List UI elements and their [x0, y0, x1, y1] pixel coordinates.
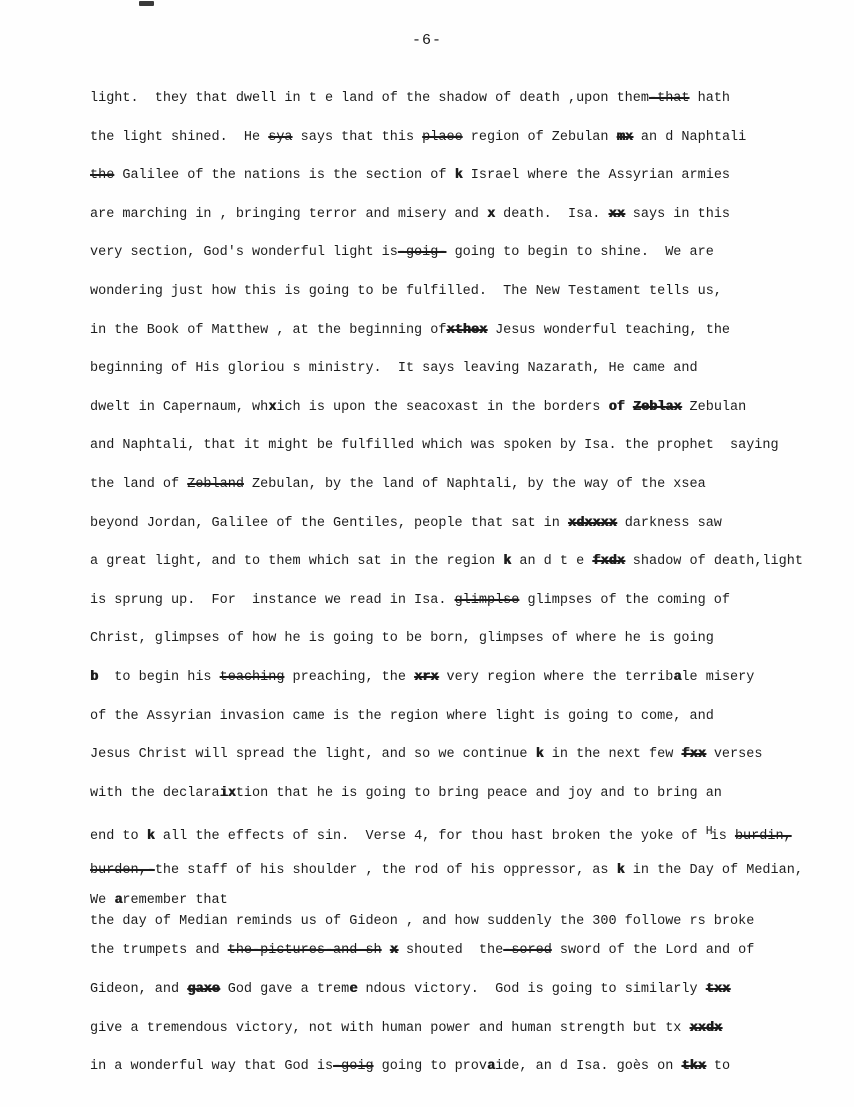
text-line: [90, 659, 830, 698]
text-segment: Gideon, and: [90, 982, 188, 998]
struck-text: fxx: [681, 747, 706, 763]
struck-text: -goig-: [397, 245, 447, 261]
text-line: [90, 312, 830, 351]
text-segment: Zebulan, by the land of Naphtali, by the way of the xsea: [243, 476, 706, 492]
text-segment: to begin his: [98, 669, 220, 685]
struck-text: mx: [616, 129, 633, 145]
text-segment: wondering just how this is going to be fulfilled. The New Testament tells us,: [90, 283, 722, 299]
struck-text: -sored: [503, 943, 552, 959]
text-segment: tion that he is going to bring peace and joy and to bring an: [235, 785, 722, 801]
page-number: -6-: [411, 32, 442, 49]
text-segment: very region where the terrib: [438, 669, 674, 685]
text-segment: a: [673, 669, 682, 685]
struck-text: Zeblax: [632, 399, 682, 415]
text-segment: beginning of His gloriou s ministry. It says leaving Nazarath, He came and: [90, 361, 698, 377]
text-segment: k: [503, 554, 512, 570]
text-segment: and Naphtali, that it might be fulfilled which was spoken by Isa. the prophet saying: [90, 438, 779, 454]
struck-text: plaee: [422, 129, 463, 145]
text-segment: shadow of death,light: [624, 554, 803, 570]
struck-text: the-pictures-and sh: [227, 943, 382, 959]
text-line: [90, 911, 830, 932]
text-segment: [382, 943, 390, 958]
text-segment: the staff of his shoulder , the rod of his oppressor, as: [154, 862, 617, 878]
text-segment: e: [349, 982, 358, 998]
text-segment: to: [705, 1059, 731, 1075]
text-segment: x: [486, 206, 496, 222]
text-segment: ide, an d Isa. goès on: [495, 1059, 682, 1075]
struck-text: tkx: [681, 1059, 706, 1075]
text-segment: of: [608, 399, 625, 415]
struck-text: txx: [705, 982, 731, 998]
text-segment: darkness saw: [616, 515, 722, 531]
struck-text: -that: [649, 91, 690, 106]
struck-text: Zebland: [187, 476, 244, 492]
text-segment: says that this: [292, 129, 423, 145]
text-segment: region of Zebulan: [462, 129, 617, 145]
struck-text: sya: [268, 129, 293, 145]
struck-text: burdin,: [734, 829, 792, 845]
text-line: [90, 505, 830, 544]
text-line: [90, 157, 830, 196]
text-segment: end to: [90, 829, 147, 845]
text-segment: God gave a trem: [219, 982, 350, 998]
text-segment: sword of the Lord and of: [551, 943, 755, 959]
text-segment: a: [486, 1059, 496, 1075]
text-segment: going to begin to shine. We are: [446, 245, 714, 261]
text-line: [90, 1010, 830, 1049]
text-segment: Jesus Christ will spread the light, and so we continue: [90, 747, 536, 763]
text-segment: Galilee of the nations is the section of: [114, 168, 455, 184]
text-line: [90, 427, 830, 466]
text-line: [90, 698, 830, 737]
text-line: [90, 775, 830, 814]
struck-text: fxdx: [592, 554, 625, 570]
text-segment: the day of Median reminds us of Gideon , and how suddenly the 300 followe rs broke: [90, 914, 755, 930]
text-segment: verses: [705, 747, 763, 763]
text-segment: We: [90, 893, 115, 909]
text-segment: hath: [689, 91, 731, 106]
struck-text: xdxxxx: [567, 515, 617, 531]
text-segment: of the Assyrian invasion came is the region where light is going to come, and: [90, 708, 714, 724]
text-line: [90, 196, 830, 235]
text-line: [90, 273, 830, 312]
struck-text: gaxe: [187, 982, 220, 998]
text-segment: in the Day of Median,: [624, 862, 803, 878]
text-segment: Jesus wonderful teaching, the: [486, 322, 731, 338]
text-segment: is sprung up. For instance we read in Isa.: [90, 592, 455, 608]
text-segment: death. Isa.: [495, 206, 609, 222]
text-segment: k: [535, 747, 544, 763]
text-segment: an d t e: [511, 554, 593, 570]
struck-text: xthex: [446, 322, 487, 338]
text-segment: give a tremendous victory, not with human power and human strength but tx: [90, 1020, 690, 1036]
text-segment: [625, 400, 633, 415]
text-segment: x: [268, 399, 277, 415]
text-segment: ich is upon the seacoxast in the borders: [276, 399, 609, 415]
text-segment: the land of: [90, 476, 188, 492]
text-line: [90, 852, 830, 891]
text-line: [90, 620, 830, 659]
text-segment: Israel where the Assyrian armies: [462, 168, 731, 184]
text-line: [90, 350, 830, 389]
text-segment: going to prov: [373, 1059, 487, 1075]
text-line: [90, 389, 830, 428]
text-line: [90, 543, 830, 582]
text-line: [90, 466, 830, 505]
text-segment: glimpses of the coming of: [519, 592, 731, 608]
text-line: [90, 932, 830, 971]
text-segment: very section, God's wonderful light is: [90, 245, 398, 261]
text-segment: beyond Jordan, Galilee of the Gentiles, people that sat in: [90, 515, 568, 531]
text-segment: a great light, and to them which sat in the region: [90, 554, 504, 570]
text-segment: ix: [219, 785, 236, 801]
text-segment: in the next few: [543, 747, 682, 763]
text-segment: le misery: [681, 669, 755, 685]
struck-text: xrx: [414, 669, 439, 685]
text-segment: the trumpets and: [90, 943, 228, 959]
text-line: [90, 736, 830, 775]
text-segment: in the Book of Matthew , at the beginning of: [90, 322, 447, 338]
text-segment: Zebulan: [681, 399, 747, 415]
text-segment: with the declara: [90, 785, 220, 801]
text-segment: ndous victory. God is going to similarly: [357, 982, 706, 998]
struck-text: xx: [608, 206, 625, 222]
scan-artifact-mark: [139, 1, 154, 6]
text-segment: preaching, the: [284, 669, 415, 685]
text-segment: remember that: [122, 893, 228, 909]
text-segment: says in this: [624, 206, 731, 222]
text-line: [90, 1048, 830, 1087]
text-segment: the light shined. He: [90, 129, 269, 145]
struck-text: glimplse: [454, 592, 520, 608]
text-line: [90, 582, 830, 621]
struck-text: the: [90, 168, 115, 184]
text-segment: all the effects of sin. Verse 4, for thou hast broken the yoke of: [154, 829, 706, 845]
text-line: [90, 890, 830, 911]
text-segment: k: [454, 168, 463, 184]
struck-text: teaching: [219, 669, 285, 685]
struck-text: xxdx: [689, 1020, 722, 1036]
text-segment: k: [616, 862, 625, 878]
text-segment: a: [114, 893, 123, 909]
text-line: [90, 813, 830, 852]
text-line: [90, 80, 830, 119]
text-segment: an d Naphtali: [632, 129, 747, 145]
struck-text: x: [389, 943, 398, 959]
text-segment: Christ, glimpses of how he is going to be born, glimpses of where he is going: [90, 631, 714, 647]
struck-text: burden,-: [90, 862, 155, 878]
text-line: [90, 119, 830, 158]
superscript-text: H: [705, 825, 711, 839]
text-segment: dwelt in Capernaum, wh: [90, 399, 269, 415]
text-line: [90, 234, 830, 273]
text-line: [90, 971, 830, 1010]
text-segment: light. they that dwell in t e land of the shadow of death ,upon them: [90, 91, 649, 106]
document-body: [90, 80, 830, 1087]
text-segment: in a wonderful way that God is: [90, 1059, 334, 1075]
text-segment: b: [90, 669, 99, 685]
text-segment: shouted the: [397, 943, 504, 959]
struck-text: -goig: [333, 1059, 374, 1075]
text-segment: k: [146, 829, 155, 845]
text-segment: is: [710, 829, 735, 845]
text-segment: are marching in , bringing terror and misery and: [90, 206, 487, 222]
